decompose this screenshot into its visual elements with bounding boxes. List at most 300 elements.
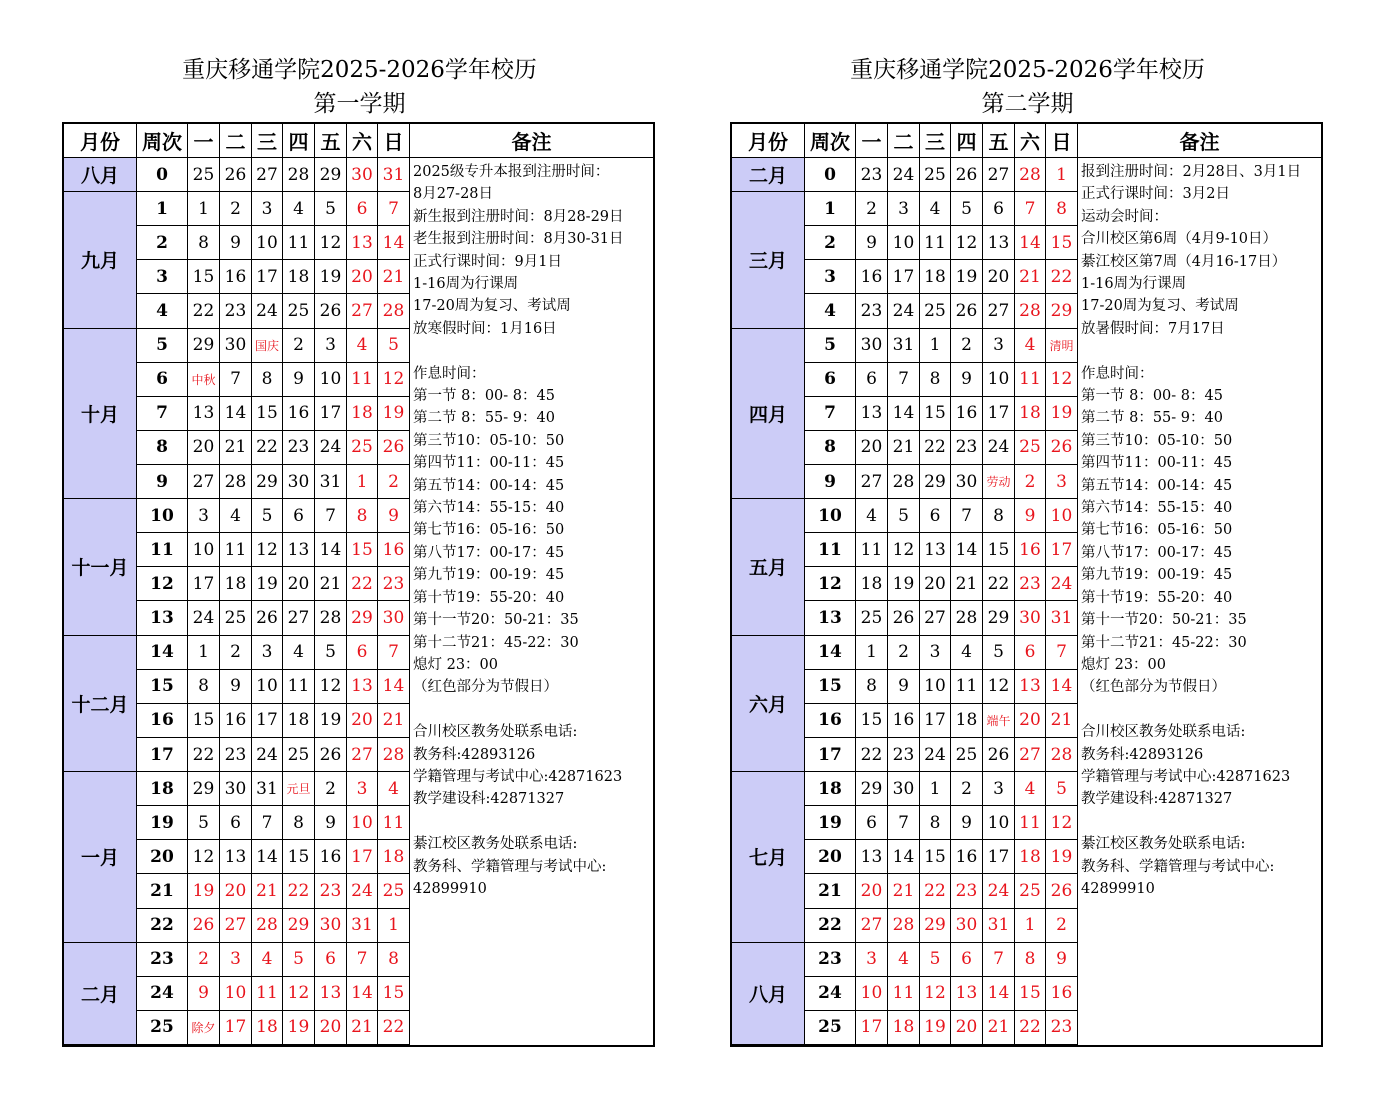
note-line: 新生报到注册时间：8月28-29日 bbox=[413, 208, 624, 225]
week-number: 25 bbox=[137, 1011, 188, 1045]
note-line: 第八节17：00-17：45 bbox=[413, 544, 565, 561]
day-cell: 9 bbox=[220, 670, 252, 704]
note-line: 教务科、学籍管理与考试中心: bbox=[413, 858, 607, 875]
day-cell: 11 bbox=[1015, 806, 1046, 840]
week-number: 22 bbox=[137, 909, 188, 943]
week-number: 10 bbox=[805, 499, 856, 533]
day-cell: 16 bbox=[220, 260, 252, 294]
day-cell: 14 bbox=[347, 977, 378, 1011]
header-cell: 月份 bbox=[64, 124, 137, 158]
day-cell: 14 bbox=[220, 397, 252, 431]
day-cell: 20 bbox=[856, 431, 888, 465]
day-cell: 6 bbox=[951, 943, 983, 977]
day-cell: 17 bbox=[983, 840, 1015, 874]
day-cell: 23 bbox=[888, 738, 920, 772]
day-cell: 19 bbox=[188, 874, 220, 908]
day-cell: 19 bbox=[888, 567, 920, 601]
day-cell: 5 bbox=[378, 329, 410, 363]
day-cell: 20 bbox=[347, 260, 378, 294]
day-cell: 7 bbox=[888, 363, 920, 397]
note-line: 正式行课时间：3月2日 bbox=[1081, 186, 1230, 203]
day-cell: 28 bbox=[252, 909, 283, 943]
day-cell: 24 bbox=[188, 601, 220, 635]
day-cell: 6 bbox=[347, 636, 378, 670]
week-number: 18 bbox=[137, 772, 188, 806]
day-cell: 13 bbox=[1015, 670, 1046, 704]
day-cell: 17 bbox=[920, 704, 951, 738]
day-cell: 22 bbox=[920, 431, 951, 465]
week-number: 14 bbox=[805, 636, 856, 670]
day-cell: 11 bbox=[283, 670, 315, 704]
day-cell: 30 bbox=[315, 909, 347, 943]
day-cell: 8 bbox=[252, 363, 283, 397]
day-cell: 22 bbox=[920, 874, 951, 908]
note-line: 作息时间： bbox=[413, 365, 486, 382]
note-line: 第四节11：00-11：45 bbox=[413, 455, 565, 472]
day-cell: 3 bbox=[983, 772, 1015, 806]
week-number: 4 bbox=[805, 294, 856, 328]
day-cell: 15 bbox=[347, 533, 378, 567]
day-cell: 1 bbox=[347, 465, 378, 499]
month-cell: 十一月 bbox=[64, 499, 137, 635]
week-number: 12 bbox=[805, 567, 856, 601]
day-cell: 13 bbox=[856, 397, 888, 431]
day-cell: 9 bbox=[951, 806, 983, 840]
note-line: 第二节 8：55- 9：40 bbox=[1081, 410, 1223, 427]
note-line: 教学建设科:42871327 bbox=[1081, 791, 1233, 808]
day-cell: 4 bbox=[856, 499, 888, 533]
day-cell: 27 bbox=[252, 158, 283, 192]
day-cell: 28 bbox=[378, 294, 410, 328]
note-line: 第十节19：55-20：40 bbox=[1081, 589, 1233, 606]
day-cell: 23 bbox=[856, 294, 888, 328]
day-cell: 8 bbox=[983, 499, 1015, 533]
day-cell: 25 bbox=[283, 738, 315, 772]
day-cell: 23 bbox=[378, 567, 410, 601]
week-number: 10 bbox=[137, 499, 188, 533]
day-cell: 28 bbox=[378, 738, 410, 772]
day-cell: 9 bbox=[951, 363, 983, 397]
day-cell: 25 bbox=[283, 294, 315, 328]
day-cell: 22 bbox=[188, 738, 220, 772]
week-number: 20 bbox=[137, 840, 188, 874]
month-cell: 二月 bbox=[64, 943, 137, 1045]
day-cell: 23 bbox=[283, 431, 315, 465]
day-cell: 4 bbox=[920, 192, 951, 226]
day-cell: 7 bbox=[1015, 192, 1046, 226]
note-line: 42899910 bbox=[413, 880, 487, 897]
week-number: 9 bbox=[805, 465, 856, 499]
note-line: 第三节10：05-10：50 bbox=[413, 432, 565, 449]
day-cell: 22 bbox=[1015, 1011, 1046, 1045]
note-line: 第六节14：55-15：40 bbox=[1081, 500, 1233, 517]
note-line: 第七节16：05-16：50 bbox=[413, 522, 565, 539]
day-cell: 10 bbox=[315, 363, 347, 397]
month-cell: 三月 bbox=[732, 192, 805, 328]
week-number: 12 bbox=[137, 567, 188, 601]
day-cell: 1 bbox=[1015, 909, 1046, 943]
day-cell: 30 bbox=[347, 158, 378, 192]
day-cell: 11 bbox=[347, 363, 378, 397]
day-cell: 29 bbox=[283, 909, 315, 943]
day-cell: 14 bbox=[378, 670, 410, 704]
day-cell: 8 bbox=[347, 499, 378, 533]
note-line: 运动会时间： bbox=[1081, 208, 1168, 225]
day-cell: 27 bbox=[983, 294, 1015, 328]
day-cell: 6 bbox=[856, 806, 888, 840]
day-cell: 16 bbox=[378, 533, 410, 567]
day-cell: 30 bbox=[856, 329, 888, 363]
day-cell: 24 bbox=[888, 294, 920, 328]
header-cell: 月份 bbox=[732, 124, 805, 158]
day-cell: 7 bbox=[951, 499, 983, 533]
week-number: 6 bbox=[805, 363, 856, 397]
day-cell: 21 bbox=[378, 260, 410, 294]
week-number: 21 bbox=[137, 874, 188, 908]
day-cell: 26 bbox=[1046, 431, 1078, 465]
day-cell: 13 bbox=[951, 977, 983, 1011]
day-cell: 30 bbox=[951, 465, 983, 499]
day-cell: 中秋 bbox=[188, 363, 220, 397]
day-cell: 23 bbox=[315, 874, 347, 908]
day-cell: 4 bbox=[347, 329, 378, 363]
day-cell: 2 bbox=[951, 329, 983, 363]
note-line: 第五节14：00-14：45 bbox=[1081, 477, 1233, 494]
note-line: 老生报到注册时间：8月30-31日 bbox=[413, 231, 624, 248]
week-number: 8 bbox=[805, 431, 856, 465]
day-cell: 5 bbox=[315, 636, 347, 670]
day-cell: 26 bbox=[983, 738, 1015, 772]
day-cell: 18 bbox=[283, 704, 315, 738]
day-cell: 12 bbox=[1046, 806, 1078, 840]
month-cell: 十二月 bbox=[64, 636, 137, 772]
day-cell: 17 bbox=[983, 397, 1015, 431]
day-cell: 8 bbox=[920, 806, 951, 840]
day-cell: 20 bbox=[951, 1011, 983, 1045]
week-number: 3 bbox=[137, 260, 188, 294]
day-cell: 14 bbox=[378, 226, 410, 260]
note-line: 教务科:42893126 bbox=[413, 746, 536, 763]
day-cell: 13 bbox=[347, 226, 378, 260]
header-cell: 六 bbox=[347, 124, 378, 158]
day-cell: 24 bbox=[920, 738, 951, 772]
note-line: 放暑假时间：7月17日 bbox=[1081, 320, 1225, 337]
day-cell: 15 bbox=[188, 260, 220, 294]
header-cell: 一 bbox=[188, 124, 220, 158]
day-cell: 13 bbox=[856, 840, 888, 874]
day-cell: 2 bbox=[220, 636, 252, 670]
day-cell: 9 bbox=[888, 670, 920, 704]
note-line: 第十二节21：45-22：30 bbox=[1081, 634, 1247, 651]
week-number: 2 bbox=[137, 226, 188, 260]
day-cell: 3 bbox=[888, 192, 920, 226]
note-line: 第九节19：00-19：45 bbox=[413, 567, 565, 584]
day-cell: 10 bbox=[188, 533, 220, 567]
day-cell: 27 bbox=[856, 909, 888, 943]
calendar-title: 重庆移通学院2025-2026学年校历 bbox=[850, 57, 1205, 83]
day-cell: 31 bbox=[315, 465, 347, 499]
day-cell: 31 bbox=[347, 909, 378, 943]
day-cell: 5 bbox=[888, 499, 920, 533]
day-cell: 27 bbox=[920, 601, 951, 635]
day-cell: 29 bbox=[920, 465, 951, 499]
day-cell: 27 bbox=[220, 909, 252, 943]
note-line: 第九节19：00-19：45 bbox=[1081, 567, 1233, 584]
week-number: 5 bbox=[805, 329, 856, 363]
day-cell: 7 bbox=[220, 363, 252, 397]
day-cell: 17 bbox=[347, 840, 378, 874]
day-cell: 20 bbox=[347, 704, 378, 738]
day-cell: 17 bbox=[188, 567, 220, 601]
header-cell: 周次 bbox=[805, 124, 856, 158]
day-cell: 25 bbox=[920, 294, 951, 328]
day-cell: 25 bbox=[1015, 431, 1046, 465]
day-cell: 15 bbox=[856, 704, 888, 738]
note-line: 作息时间： bbox=[1081, 365, 1154, 382]
day-cell: 23 bbox=[220, 294, 252, 328]
day-cell: 1 bbox=[920, 329, 951, 363]
day-cell: 17 bbox=[252, 260, 283, 294]
day-cell: 25 bbox=[951, 738, 983, 772]
day-cell: 7 bbox=[983, 943, 1015, 977]
month-cell: 十月 bbox=[64, 329, 137, 500]
day-cell: 9 bbox=[1046, 943, 1078, 977]
day-cell: 9 bbox=[283, 363, 315, 397]
day-cell: 21 bbox=[888, 874, 920, 908]
day-cell: 29 bbox=[347, 601, 378, 635]
day-cell: 3 bbox=[188, 499, 220, 533]
day-cell: 6 bbox=[347, 192, 378, 226]
week-number: 11 bbox=[137, 533, 188, 567]
day-cell: 3 bbox=[920, 636, 951, 670]
day-cell: 15 bbox=[920, 397, 951, 431]
day-cell: 7 bbox=[888, 806, 920, 840]
day-cell: 12 bbox=[315, 670, 347, 704]
day-cell: 11 bbox=[888, 977, 920, 1011]
day-cell: 10 bbox=[983, 363, 1015, 397]
day-cell: 9 bbox=[315, 806, 347, 840]
day-cell: 16 bbox=[888, 704, 920, 738]
day-cell: 17 bbox=[220, 1011, 252, 1045]
note-line: 第十一节20：50-21：35 bbox=[1081, 612, 1247, 629]
day-cell: 20 bbox=[188, 431, 220, 465]
day-cell: 6 bbox=[1015, 636, 1046, 670]
day-cell: 12 bbox=[315, 226, 347, 260]
note-line: 第十二节21：45-22：30 bbox=[413, 634, 579, 651]
header-cell: 三 bbox=[920, 124, 951, 158]
day-cell: 29 bbox=[856, 772, 888, 806]
day-cell: 25 bbox=[220, 601, 252, 635]
day-cell: 28 bbox=[888, 465, 920, 499]
day-cell: 21 bbox=[252, 874, 283, 908]
note-line: 报到注册时间：2月28日、3月1日 bbox=[1081, 164, 1302, 180]
week-number: 23 bbox=[805, 943, 856, 977]
day-cell: 7 bbox=[315, 499, 347, 533]
day-cell: 27 bbox=[347, 738, 378, 772]
header-cell: 周次 bbox=[137, 124, 188, 158]
day-cell: 26 bbox=[1046, 874, 1078, 908]
day-cell: 14 bbox=[888, 397, 920, 431]
month-cell: 八月 bbox=[732, 943, 805, 1045]
day-cell: 1 bbox=[1046, 158, 1078, 192]
month-cell: 九月 bbox=[64, 192, 137, 328]
day-cell: 22 bbox=[1046, 260, 1078, 294]
day-cell: 19 bbox=[1046, 840, 1078, 874]
day-cell: 8 bbox=[856, 670, 888, 704]
day-cell: 27 bbox=[856, 465, 888, 499]
header-cell: 日 bbox=[1046, 124, 1078, 158]
day-cell: 12 bbox=[283, 977, 315, 1011]
week-number: 5 bbox=[137, 329, 188, 363]
day-cell: 31 bbox=[252, 772, 283, 806]
day-cell: 4 bbox=[283, 192, 315, 226]
day-cell: 10 bbox=[1046, 499, 1078, 533]
header-cell: 四 bbox=[283, 124, 315, 158]
day-cell: 21 bbox=[888, 431, 920, 465]
month-cell: 八月 bbox=[64, 158, 137, 192]
week-number: 19 bbox=[137, 806, 188, 840]
week-number: 24 bbox=[805, 977, 856, 1011]
week-number: 16 bbox=[137, 704, 188, 738]
day-cell: 10 bbox=[252, 226, 283, 260]
day-cell: 4 bbox=[220, 499, 252, 533]
week-number: 9 bbox=[137, 465, 188, 499]
note-line: 第十一节20：50-21：35 bbox=[413, 612, 579, 629]
week-number: 11 bbox=[805, 533, 856, 567]
day-cell: 1 bbox=[856, 636, 888, 670]
day-cell: 22 bbox=[252, 431, 283, 465]
day-cell: 2 bbox=[188, 943, 220, 977]
day-cell: 12 bbox=[378, 363, 410, 397]
day-cell: 18 bbox=[1015, 840, 1046, 874]
week-number: 21 bbox=[805, 874, 856, 908]
day-cell: 11 bbox=[220, 533, 252, 567]
day-cell: 11 bbox=[856, 533, 888, 567]
day-cell: 22 bbox=[856, 738, 888, 772]
day-cell: 劳动 bbox=[983, 465, 1015, 499]
day-cell: 18 bbox=[347, 397, 378, 431]
day-cell: 1 bbox=[188, 192, 220, 226]
day-cell: 25 bbox=[856, 601, 888, 635]
note-line bbox=[413, 699, 653, 721]
day-cell: 30 bbox=[220, 772, 252, 806]
day-cell: 26 bbox=[220, 158, 252, 192]
day-cell: 28 bbox=[951, 601, 983, 635]
day-cell: 22 bbox=[347, 567, 378, 601]
day-cell: 28 bbox=[1015, 294, 1046, 328]
day-cell: 2 bbox=[856, 192, 888, 226]
notes-panel bbox=[1078, 158, 1321, 1045]
day-cell: 12 bbox=[188, 840, 220, 874]
day-cell: 2 bbox=[951, 772, 983, 806]
note-line: 綦江校区第7周（4月16-17日） bbox=[1081, 253, 1287, 270]
day-cell: 2 bbox=[220, 192, 252, 226]
day-cell: 5 bbox=[983, 636, 1015, 670]
day-cell: 2 bbox=[1015, 465, 1046, 499]
day-cell: 19 bbox=[951, 260, 983, 294]
day-cell: 23 bbox=[951, 874, 983, 908]
day-cell: 3 bbox=[1046, 465, 1078, 499]
day-cell: 10 bbox=[347, 806, 378, 840]
note-line: 熄灯 23：00 bbox=[1081, 656, 1167, 673]
day-cell: 20 bbox=[920, 567, 951, 601]
month-cell: 二月 bbox=[732, 158, 805, 192]
day-cell: 24 bbox=[888, 158, 920, 192]
day-cell: 23 bbox=[951, 431, 983, 465]
day-cell: 15 bbox=[920, 840, 951, 874]
day-cell: 21 bbox=[1015, 260, 1046, 294]
day-cell: 清明 bbox=[1046, 329, 1078, 363]
day-cell: 29 bbox=[920, 909, 951, 943]
note-line: （红色部分为节假日） bbox=[1081, 679, 1226, 696]
day-cell: 29 bbox=[315, 158, 347, 192]
day-cell: 11 bbox=[252, 977, 283, 1011]
day-cell: 8 bbox=[283, 806, 315, 840]
month-cell: 五月 bbox=[732, 499, 805, 635]
day-cell: 12 bbox=[252, 533, 283, 567]
header-cell: 五 bbox=[983, 124, 1015, 158]
day-cell: 14 bbox=[252, 840, 283, 874]
day-cell: 29 bbox=[188, 329, 220, 363]
day-cell: 17 bbox=[888, 260, 920, 294]
note-line: 1-16周为行课周 bbox=[1081, 276, 1187, 293]
week-number: 1 bbox=[137, 192, 188, 226]
day-cell: 10 bbox=[856, 977, 888, 1011]
day-cell: 12 bbox=[983, 670, 1015, 704]
day-cell: 19 bbox=[315, 704, 347, 738]
note-line: 綦江校区教务处联系电话: bbox=[1081, 836, 1246, 853]
day-cell: 15 bbox=[1015, 977, 1046, 1011]
day-cell: 4 bbox=[283, 636, 315, 670]
day-cell: 10 bbox=[220, 977, 252, 1011]
day-cell: 20 bbox=[315, 1011, 347, 1045]
header-cell: 备注 bbox=[1078, 124, 1321, 158]
note-line: 17-20周为复习、考试周 bbox=[413, 298, 571, 315]
day-cell: 27 bbox=[983, 158, 1015, 192]
note-line: 第七节16：05-16：50 bbox=[1081, 522, 1233, 539]
day-cell: 18 bbox=[888, 1011, 920, 1045]
header-cell: 备注 bbox=[410, 124, 653, 158]
note-line: 第四节11：00-11：45 bbox=[1081, 455, 1233, 472]
day-cell: 14 bbox=[315, 533, 347, 567]
day-cell: 14 bbox=[1015, 226, 1046, 260]
header-cell: 三 bbox=[252, 124, 283, 158]
day-cell: 17 bbox=[315, 397, 347, 431]
day-cell: 28 bbox=[315, 601, 347, 635]
day-cell: 16 bbox=[1046, 977, 1078, 1011]
day-cell: 19 bbox=[1046, 397, 1078, 431]
note-line bbox=[1081, 811, 1321, 833]
day-cell: 6 bbox=[315, 943, 347, 977]
note-line: 8月27-28日 bbox=[413, 186, 494, 203]
day-cell: 26 bbox=[951, 294, 983, 328]
day-cell: 5 bbox=[1046, 772, 1078, 806]
semester-subtitle: 第二学期 bbox=[981, 91, 1074, 117]
day-cell: 15 bbox=[283, 840, 315, 874]
day-cell: 11 bbox=[283, 226, 315, 260]
day-cell: 20 bbox=[983, 260, 1015, 294]
day-cell: 21 bbox=[315, 567, 347, 601]
day-cell: 30 bbox=[220, 329, 252, 363]
note-line: 42899910 bbox=[1081, 880, 1155, 897]
day-cell: 19 bbox=[378, 397, 410, 431]
day-cell: 25 bbox=[1015, 874, 1046, 908]
day-cell: 27 bbox=[188, 465, 220, 499]
day-cell: 19 bbox=[283, 1011, 315, 1045]
month-cell: 四月 bbox=[732, 329, 805, 500]
day-cell: 14 bbox=[983, 977, 1015, 1011]
day-cell: 26 bbox=[188, 909, 220, 943]
